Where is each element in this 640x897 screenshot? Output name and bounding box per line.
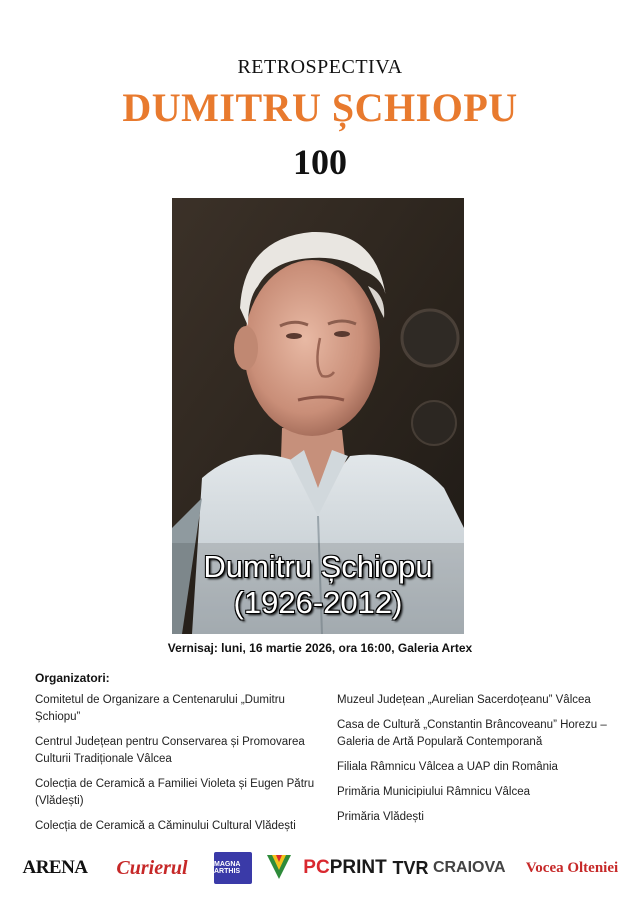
page-title: DUMITRU ȘCHIOPU — [122, 85, 518, 130]
organizers-right-column — [337, 692, 627, 834]
organizer-item: Primăria Vlădești — [337, 811, 424, 823]
tvr-logo-text: TVR — [392, 857, 429, 878]
organizer-item: Centrul Județean pentru Conservarea și Promovarea Culturii Tradiționale Vâlcea — [35, 736, 305, 765]
vtv-logo — [263, 852, 295, 884]
supertitle: RETROSPECTIVA — [237, 56, 403, 78]
pcprint-logo-pc: PC — [303, 857, 330, 878]
organizer-item: Filiala Râmnicu Vâlcea a UAP din România — [337, 761, 558, 773]
organizer-item: Colecția de Ceramică a Căminului Cultural Vlădești — [35, 820, 296, 832]
arena-logo: ARENA — [22, 857, 88, 878]
craiova-logo-text: CRAIOVA — [432, 859, 506, 876]
organizer-item: Muzeul Județean „Aurelian Sacerdoțeanu” Vâlcea — [337, 694, 591, 706]
organizers-left-column — [35, 692, 320, 843]
vernisaj-info: Vernisaj: luni, 16 martie 2026, ora 16:00, Galeria Artex — [167, 641, 473, 655]
tvr-craiova-logo — [393, 852, 505, 884]
photo-caption-years: (1926-2012) — [233, 585, 403, 620]
pcprint-logo-print: PRINT — [329, 857, 387, 878]
centenary-number: 100 — [293, 142, 347, 182]
vtv-icon — [265, 853, 293, 883]
magna-arthis-logo: MAGNA ARTHIS — [214, 852, 252, 884]
organizer-item: Colecția de Ceramică a Familiei Violeta și Eugen Pătru (Vlădești) — [35, 778, 315, 807]
organizer-item: Casa de Cultură „Constantin Brâncoveanu” Horezu – Galeria de Artă Populară Contemporană — [337, 719, 607, 748]
pcprint-logo — [300, 852, 390, 884]
vocea-olteniei-logo: Vocea Olteniei — [525, 859, 619, 876]
organizer-item: Primăria Municipiului Râmnicu Vâlcea — [337, 786, 531, 798]
portrait-photo — [172, 198, 464, 634]
curierul-logo: Curierul — [116, 856, 188, 879]
organizer-item: Comitetul de Organizare a Centenarului „Dumitru Șchiopu” — [35, 694, 285, 723]
organizers-heading: Organizatori: — [35, 671, 110, 685]
photo-caption-name: Dumitru Șchiopu — [203, 549, 433, 584]
sponsor-logos — [0, 852, 640, 884]
